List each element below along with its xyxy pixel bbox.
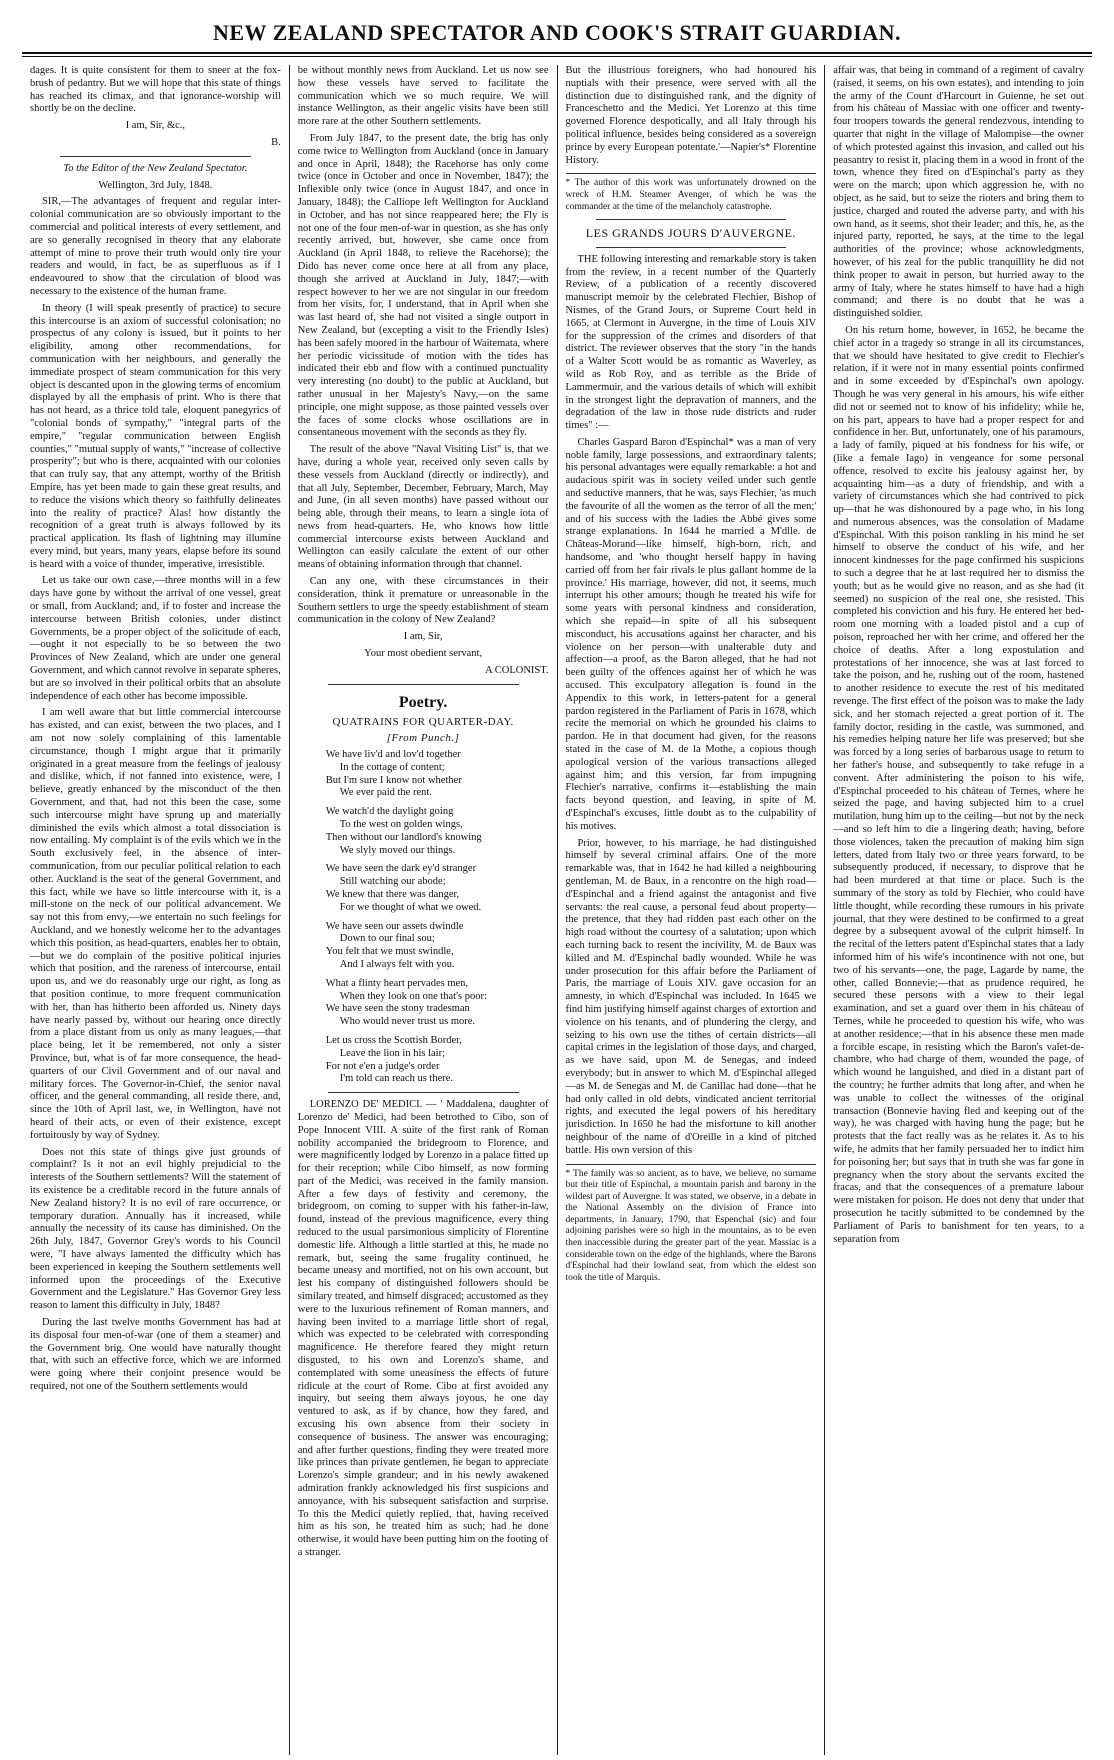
divider	[596, 219, 787, 220]
poem-stanza	[326, 806, 549, 857]
poem-stanza	[326, 749, 549, 800]
poem-line: We watch'd the daylight going	[325, 806, 454, 818]
poem-line: Let us cross the Scottish Border,	[325, 1034, 462, 1046]
article-text: Charles Gaspard Baron d'Espinchal* was a man of very noble family, large possessions, and extraordinary talents; his personal advantages were equally remarkable: a hot and audacious spirit was in society veiled under such gentle and seductive manners, that he was, says Flechier, 'as much the favourite of all the women as the terror of all the men;' and of his success with the ladies the Abbé gives some strange explanations. In 1644 he married a M'dlle. de Châteas-Morand—like himself, high-born, rich, and handsome, and 'who thought herself happy in having carried off from her fair rivals le plus gallant homme de la province.' His marriage, however, did not, it seems, much interrupt his other amours; though he treated his wife for some years with personal kindness and consideration, which she repaid—in spite of all his subsequent misconduct, his accusations against her character, and his violence on her person—with unalterable duty and affection—a proof, as the Baron alleged, that he had not been guilty of the offences against her of which he was accused. This exculpatory allegation is found in the Appendix to this work, in letters-patent for a general pardon registered in the Parliament of Paris in 1678, which recite the memorial on which he grounded his claims to pardon. He in that document had given, for the reasons stated in the case of M. de la Mothe, a copious though apological version of the various transactions alleged against him; and this version, far from impugning Flechier's narrative, confirms it—establishing the main facts beyond question, and leaving, in spite of M. d'Espinchal's excuses, little doubt as to the culpability of his motives.	[565, 436, 817, 832]
article-text: I am well aware that but little commercial intercourse has existed, and can exist, between the two places, and I am not now solely complaining of this lamentable circumstance, though I might argue that it primarily originated in a great measure from the feelings of jealousy and dislike, which, if not fanned into existence, were, I believe, greatly enhanced by the misconduct of the then Government, and that, had not this been the case, some such intercourse might have sprung up and materially diminished the evils which almost a total dissociation is now entailing. My complaint is of the evils which we in the South exclusively feel, in the absence of inter-communication, from our peculiar political relation to each other. Auckland is the seat of the general Government, and this fact, while we have so little intercourse with it, is a mill-stone on the neck of our political advancement. We say not this from envy,—we entertain no such feelings for Auckland, and we honestly welcome her to the advantages which this position, as head-quarters, enables her to obtain,—but we do complain of the positive political injuries which that position, and the rareness of intercourse, entail upon us, and we do reasonably urge our right, as long as that position continue, to more frequent communication with her, than has hitherto been afforded us. Ninety days have nearly passed by, without our hearing once directly from a place distant from us only as many leagues,—that place being, let it be remembered, not only a sister Province, but, what is of far more consequence, the head-quarters of our Civil Government and of our naval and military forces. The Governor-in-Chief, the senior naval officer, and the general commanding, all reside there, and, since the 10th of April last, we, in Wellington, have not heard of their acts, or even of their existence, except fortuitously by way of Sydney.	[30, 707, 281, 1141]
masthead: NEW ZEALAND SPECTATOR AND COOK'S STRAIT GUARDIAN.	[212, 20, 902, 45]
column-4	[824, 65, 1092, 1755]
article-text: Does not this state of things give just grounds of complaint? Is it not an evil highly prejudicial to the interests of the Southern settlements? Will the statement of its existence be a creditable record in the future annals of New Zealand history? It is no evil of rare occurrence, or temporary duration. Annually has it increased, while annually the necessity of its cause has diminished. On the 26th July, 1847, Governor Grey's words to his Council were, "I have always lamented the difficulty which has been experienced in keeping the Southern settlements well informed upon the proceedings of the Executive Government and the Legislature." Has Governor Grey less reason to lament this difficulty in July, 1848?	[30, 1146, 281, 1312]
signature-name: A COLONIST.	[485, 664, 549, 676]
poem-line: For we thought of what we owed.	[339, 901, 482, 913]
poem-line: I'm told can reach us there.	[339, 1073, 454, 1085]
poem-body	[298, 749, 549, 1086]
poem-line: We knew that there was danger,	[325, 888, 460, 900]
divider	[596, 247, 787, 248]
article-text: SIR,—The advantages of frequent and regular inter-colonial communication are so obviously important to the commercial and political interests of every settlement, and are so generally recognised in theory that any elaborate attempt of mine to prove their truth would only tire your readers and would, in fact, be as superfluous as if I endeavoured to show that the circulation of blood was necessary to the existence of the human frame.	[30, 196, 281, 297]
section-heading-poetry: Poetry.	[398, 693, 448, 711]
poem-line: We slyly moved our things.	[339, 844, 456, 856]
poem-line: We have seen our assets dwindle	[325, 920, 464, 932]
article-text: From July 1847, to the present date, the brig has only come twice to Wellington from Auckland (once in January and once in April, 1848); the Racehorse has only come twice (once in October and once in November, 1847); the Inflexible only twice (once in August 1847, and once in January, 1848); the Calliope left Wellington for Auckland in October, and has not since reappeared here; the Fly is not one of the four men-of-war in question, as she has only recently arrived, but, however, she came once from Auckland (in April 1848, to relieve the Racehorse); the Dido has never come once here at all from any place, though she arrived at Auckland in July, 1847;—with respect however to her we are not singular in our freedom from her visits, for, I understand, that in April when she was last heard of, she had not visited a single outport in New Zealand, but (excepting a visit to the Friendly Isles) has been safely moored in the harbour of Waitemata, where her periodic vicissitude of motion with the tides has indicated their ebb and flow with a continued punctuality very interesting (no doubt) to the public at Auckland, but rather unusual in her Majesty's Navy,—on the same principle, one might suppose, as those painted vessels over the faces of some clocks whose oscillations are in consentaneous movement with the seconds as they fly.	[297, 132, 549, 439]
article-text: But the illustrious foreigners, who had honoured his nuptials with their presence, were served with all the distinction due to distinguished rank, and the dignity of Franceschetto and the Medici. Yet Lorenzo at this time governed Florence despotically, and all Italy through his political influence, besides being considered as a sovereign prince by every European potentate.'—Napier's* Florentine History.	[565, 65, 817, 166]
signature-initial: B.	[271, 136, 281, 148]
poem-source: [From Punch.]	[386, 731, 460, 744]
poem-line: Down to our final sou;	[339, 933, 435, 945]
article-text: Can any one, with these circumstances in their consideration, think it premature or unreasonable in the Southern settlers to urge the speedy establishment of steam communication in the colony of New Zealand?	[297, 576, 549, 626]
poem-line: To the west on golden wings,	[339, 818, 463, 830]
article-text: On his return home, however, in 1652, he became the chief actor in a tragedy so strange in all its circumstances, that we should have hesitated to give credit to Flechier's relation, if it were not in many essential points confirmed and in some exceeded by d'Espinchal's own apology. Though he was very general in his amours, his wife either did not or seemed not to know of his infidelity; while he, on his part, appears to have had a proper respect for and confidence in her. But, unfortunately, one of his paramours, a lady of family, piqued at his fondness for his wife, or (like a female Iago) in vengeance for some personal offence, resolved to excite his jealousy against her, by acquainting him—as a duty of friendship, and with a variety of circumstances which she had contrived to pick up—that he was dishonoured by a page who, in his long and numerous absences, was the consolation of Madame d'Espinchal. With this poison rankling in his mind he set himself to observe the conduct of his wife, and her innocent kindnesses for the page confirmed his suspicions to such a degree that he at last required her to dismiss the youth; but as he would give no reason, and as she had (it seemed) no suspicion of the real one, she resisted. This completed his conviction and his fury. He entered her bed-room one morning with a loaded pistol and a cup of poison, reproached her with her crime, and offered her the choice of deaths. After a long expostulation and protestations of her innocence, she was at last forced to take the poison, and he, rushing out of the room, hastened to another residence to execute the rest of his meditated revenge. The first effect of the poison was to make the lady sick, and her stomach rejected a great portion of it. The family doctor, residing in the castle, was summoned, and his remedies helping nature her life was preserved; but she was forced by a long series of barbarous usage to return to her father's house, and subsequently to take refuge in a convent. After administering the poison to his wife, d'Espinchal proceeded to his château of Ternes, where he seized the page, and having subjected him to a cruel mutilation, hung him up to the ceiling—but not by the neck—and so left him to die a lingering death; having, before those violences, taken the precaution of making him sign letters, dated from Italy two or three years forward, to be subsequently produced, if necessary, to disprove that he had been murdered at that time or place. Such is the summary of the story as told by Flechier, who could have little thought, while recording these rumours in his private journal, that they were destined to be confirmed to a great degree by a subsequent avowal of the culprit himself. In the recital of the letters patent d'Espinchal states that a lady informed him of his wife's incontinence with not one, but two of his servants—one, the page, Lagarde by name, the other, called Bonnevie;—that as prudence required, he secured these persons with a view to their legal examination, and set a guard over them in his château of Ternes, while he proceeded to question his wife, who was at another residence;—that in his absence these men made a forcible escape, in resisting which the Baron's valet-de-chambre, who had charge of them, wounded the page, of which wound he languished, and died in a distant part of the country; he further admits that long after, and when he was unable to collect the witnesses of the original transaction (Bonnevie having fled and keeping out of the way), he was charged with having hung the page; but he protests that the fact really was as he relates it. As to his wife, he admits that her family persuaded her to indict him for poisoning her; but says that in truth she was far gone in pregnancy when the story about the servants excited the fracas, and that the consequences of a premature labour were mistaken for poison. He does not deny that under that prosecution he tacitly submitted to be condemned by the Parliament of Paris to banishment for ten years, to a separation from	[833, 324, 1084, 1245]
footnote: * The author of this work was unfortunately drowned on the wreck of H.M. Steamer Avenger, of which he was the commander at the time of the melancholy catastrophe.	[566, 173, 817, 213]
columns	[22, 65, 1092, 1755]
article-text: Prior, however, to his marriage, he had distinguished himself by several criminal affairs. One of the more remarkable was, that in 1642 he had killed a neighbouring gentleman, M. de Baux, in a rencontre on the high road—d'Espinchal and a friend against the antagonist and five servants: the real cause, a personal feud about property—the pretence, that they had ridden past each other on the high road without the courtesy of a salutation; upon which each turning back to resent the incivility, M. de Baux was killed and M. d'Espinchal badly wounded. While he was under prosecution for this affair before the Parliament of Paris, the marriage of Louis XIV. gave occasion for an amnesty, in which d'Espinchal was included. In 1645 we find him justifying himself against charges of extortion and violence on his tenants, and of plundering the clergy, and seizing to his own use the tithes of certain districts—all capital crimes in the legislation of those days, and charged, as we have said, upon M. de Senegas, and indeed everybody; but in answer to which M. d'Espinchal alleged—as M. de Senegas and M. de Canillac had done—that he had only called in old debts, vindicated ancient territorial rights, and executed the legal powers of his hereditary jurisdiction. In 1650 he had the misfortune to kill another neighbour of the name of d'Oreille in a kind of pitched battle. His own version of this	[565, 837, 817, 1156]
poem-line: We ever paid the rent.	[339, 787, 432, 799]
article-text: be without monthly news from Auckland. Let us now see how these vessels have served to facilitate the communication which we so much require. We will instance Wellington, as their angelic visits have been still more rare at the other Southern settlements.	[297, 65, 549, 128]
article-heading: LES GRANDS JOURS D'AUVERGNE.	[585, 226, 796, 241]
article-text: affair was, that being in command of a regiment of cavalry (raised, it seems, on his own estates), and intending to join the army of the Count d'Harcourt in Guienne, he set out from his château of Massiac with one officer and twenty-four troopers towards the general rendezvous, intending to quarter that night in the village of Malompise—the owner of which protested against this invasion, and called out his peasantry to resist it, placing them in a wood in front of the town, whence they fired on d'Espinchal's party as they were on the march; upon which aggression he, with no object, as he said, but to seize the rioters and bring them to justice, charged and routed the adverse party, and with his own hand, as it seems, shot their leader; and this, he, as the injured party, reported, he says, at the time to the legal authorities of the province; whose acknowledgments, however, of his zeal for the public tranquillity he did not think proper to await in person, but hurried away to the army of Italy, where he states himself to have had a high command; and there is no doubt that he was a distinguished soldier.	[833, 65, 1084, 320]
poem-line: And I always felt with you.	[339, 958, 455, 970]
footnote: * The family was so ancient, as to have, we believe, no surname but their title of Espinchal, a mountain parish and barony in the wildest part of Auvergne. It was stated, we observe, in a debate in the National Assembly on the division of France into departments, in January, 1790, that Espenchal (sic) and four adjoining parishes were so high in the mountains, as to be even then inaccessible during the greater part of the year. Massiac is a considerable town on the edge of the highlands, where the Barons d'Espinchal had their lowland seat, from which the eldest son took the title of Marquis.	[566, 1164, 817, 1285]
masthead-rule-thin	[22, 56, 1092, 57]
poem-title: QUATRAINS FOR QUARTER-DAY.	[332, 716, 514, 729]
divider	[328, 684, 519, 685]
poem-stanza	[326, 978, 549, 1029]
signature: I am, Sir,	[403, 631, 443, 643]
poem-stanza	[326, 1035, 549, 1086]
poem-line: Who would never trust us more.	[339, 1016, 476, 1028]
poem-line: In the cottage of content;	[339, 761, 445, 773]
article-text: The result of the above "Naval Visiting List" is, that we have, during a whole year, received only seven calls by these vessels from Auckland (directly or indirectly), and that all July, September, December, February, March, May and June, (in all seven months) have passed without our being able, through their means, to learn a single iota of news from head-quarters. He, who knows how little commercial intercourse exists between Auckland and Wellington can easily calculate the extent of our other means of obtaining information through that channel.	[297, 444, 549, 571]
article-text: THE following interesting and remarkable story is taken from the review, in a recent number of the Quarterly Review, of a publication of a recently discovered manuscript memoir by the celebrated Flechier, Bishop of Nismes, of the Grand Jours, or Supreme Court held in 1665, at Clermont in Auvergne, in the time of Louis XIV for the suppression of the crimes and disorders of that district. The reviewer observes that the story "in the hands of a Walter Scott would be as romantic as Waverley, as wild as Rob Roy, and as terrible as the Bride of Lammermuir, and the various details of which will exhibit in the strongest light the depravation of manners, and the degradation of the law in those rude districts and ruder times" :—	[565, 253, 817, 432]
poem-line: Still watching our abode;	[339, 876, 446, 888]
signature: I am, Sir, &c.,	[125, 120, 186, 132]
masthead-rule	[22, 52, 1092, 54]
poem-stanza	[326, 863, 549, 914]
letter-heading: To the Editor of the New Zealand Spectator.	[63, 162, 248, 174]
poem-line: When they look on one that's poor:	[339, 990, 487, 1002]
column-1	[22, 65, 289, 1755]
article-text: Let us take our own case,—three months will in a few days have gone by without the arrival of one vessel, great or small, from Auckland; and, if to foster and increase the intercourse between British colonies, under distinct Governments, be a proper object of the solicitude of each,—ought it not especially to be so between the two Provinces of New Zealand, which are under one general Government, and which cannot revolve in separate spheres, but are so involved in their political orbits that an absolute independence of each other has become impossible.	[30, 575, 281, 702]
divider	[60, 156, 251, 157]
column-3	[557, 65, 825, 1755]
poem-line: What a flinty heart pervades men,	[325, 977, 469, 989]
dateline: Wellington, 3rd July, 1848.	[98, 179, 213, 191]
poem-line: We have seen the stony tradesman	[325, 1003, 470, 1015]
poem-line: Then without our landlord's knowing	[325, 831, 482, 843]
poem-line: You felt that we must swindle,	[325, 946, 454, 958]
poem-line: But I'm sure I know not whether	[325, 774, 462, 786]
article-text: LORENZO DE' MEDICI. — ' Maddalena, daughter of Lorenzo de' Medici, had been betrothed to Cibo, son of Pope Innocent VIII. A suite of the first rank of Roman nobility accompanied the bridegroom to Florence, and were magnificently lodged by Lorenzo in a palace fitted up for their reception; while Cibo himself, as now forming part of the Medici, was received in the family mansion. After a few days of festivity and ceremony, the bridegroom, on coming to supper with his father-in-law, found, instead of the previous magnificence, every thing reduced to the usual parsimonious simplicity of Florentine domestic life. Although a little startled at this, he made no remark, but, seeing the same frugality continued, he became uneasy and mortified, not on his own account, but lest his company of distinguished followers should be similary treated, and himself disgraced; accustomed as they were to the luxurious refinement of Roman manners, and having been invited to a marriage little short of regal, which was expected to be celebrated with corresponding magnificence. He therefore feared they might return disgusted, to his own and Lorenzo's shame, and contemplated with some uneasiness the effects of future ridicule at the court of Rome. Cibo at first avoided any inquiry, but seeing them always joyous, he one day ventured to ask, as if by chance, how they fared, and excusing his own absence from their society in consequence of business. The answer was encouraging; and after further questions, finding they were treated more like princes than private gentlemen, he began to appreciate Lorenzo's simple grandeur; and in his newly awakened admiration frankly acknowledged his first suspicions and annoyance, with his subsequent satisfaction and surprise. To this the Medici quietly replied, that, having received him as his son, he treated him as such; had he done otherwise, it would have been putting him on the footing of a stranger.	[297, 1099, 549, 1558]
article-text: In theory (I will speak presently of practice) to secure this intercourse is an axiom of successful colonisation; no prospectus of any colony is issued, but it points to her eligibility, among other recommendations, for communication with her neighbours, and generally the immediate prospect of steam communication for this very object is descanted upon in the glowing terms of encomium displayed by all the emphasis of print. Who is there that has not heard, as a thrice told tale, eloquent panegyrics of "colonial bonds of sympathy," "integral parts of the empire," "regular communication between English counties," "mutual supply of wants," "increase of collective prosperity"; but who is there, acquainted with our colonies that can truly say, that any attempt, worthy of the British Empire, has yet been made to gain these great results, and to reduce the visions which theory so faithfully delineates into the reality of practice? Alas! how distantly the recognition of a great truth is always followed by its practical application. Its flash of lightning may illumine every mind, but years, many years, elapse before its sound is heard with a voice of thunder, imperative, irresistible.	[30, 302, 281, 570]
article-text: During the last twelve months Government has had at its disposal four men-of-war (one of them a steamer) and the Government brig. One would have naturally thought that, with such an effective force, which we are informed were going where their conjoint presence would be required, not one of the Southern settlements would	[30, 1316, 281, 1392]
poem-line: For not e'en a judge's order	[325, 1060, 440, 1072]
poem-line: Leave the lion in his lair;	[339, 1047, 446, 1059]
column-2	[289, 65, 557, 1755]
article-text: dages. It is quite consistent for them to sneer at the fox-brush of pedantry. But we will hope that this state of things has reached its climax, and that ignorance-worship will shortly be on the decline.	[30, 65, 281, 115]
poem-stanza	[326, 921, 549, 972]
poem-line: We have liv'd and lov'd together	[325, 748, 461, 760]
poem-line: We have seen the dark ey'd stranger	[325, 863, 477, 875]
signature: Your most obedient servant,	[364, 648, 483, 660]
divider	[328, 1092, 519, 1093]
